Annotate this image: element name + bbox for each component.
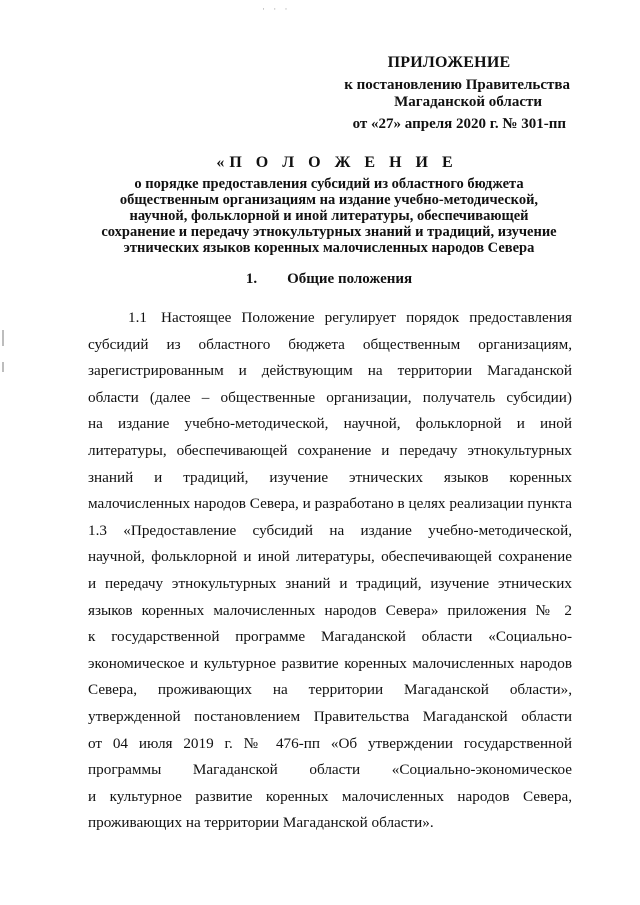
paragraph-line: научной, фольклорной и иной литературы, обеспечивающей сохранение bbox=[88, 548, 572, 566]
paragraph-line: к государственной программе Магаданской области «Социально- bbox=[88, 628, 572, 646]
scan-edge-mark bbox=[2, 362, 4, 372]
approval-date-line: от «27» апреля 2020 г. № 301-пп bbox=[352, 116, 566, 132]
paragraph-line: программы Магаданской области «Социально-экономическое bbox=[88, 761, 572, 779]
paragraph-line: Севера, проживающих на территории Магаданской области», bbox=[88, 681, 572, 699]
approval-line: Магаданской области bbox=[394, 94, 542, 110]
document-title: «П О Л О Ж Е Н И Е bbox=[216, 154, 458, 171]
heading-subtitle-line: этнических языков коренных малочисленных народов Севера bbox=[123, 240, 535, 256]
paragraph-line: зарегистрированным и действующим на территории Магаданской bbox=[88, 362, 572, 380]
paragraph-line: на издание учебно-методической, научной, фольклорной и иной bbox=[88, 415, 572, 433]
paragraph-1-1 bbox=[88, 305, 572, 837]
paragraph-line: проживающих на территории Магаданской области». bbox=[88, 814, 434, 832]
approval-title: ПРИЛОЖЕНИЕ bbox=[387, 54, 511, 71]
heading-subtitle-line: научной, фольклорной и иной литературы, обеспечивающей bbox=[129, 208, 529, 224]
paragraph-line: утвержденной постановлением Правительства Магаданской области bbox=[88, 707, 572, 725]
heading-subtitle-line: о порядке предоставления субсидий из областного бюджета bbox=[134, 176, 524, 192]
paragraph-line: субсидий из областного бюджета общественным организациям, bbox=[88, 335, 572, 353]
paragraph-line: языков коренных малочисленных народов Севера» приложения № 2 bbox=[88, 601, 572, 619]
paragraph-line: 1.1 Настоящее Положение регулирует порядок предоставления bbox=[128, 309, 572, 326]
section-heading bbox=[84, 271, 574, 288]
section-title: Общие положения bbox=[287, 271, 413, 287]
paragraph-number: 1.1 bbox=[128, 309, 147, 326]
approval-block bbox=[270, 54, 570, 133]
paragraph-line: и передачу этнокультурных знаний и традиций, изучение этнических bbox=[88, 574, 572, 592]
scan-artifact: · · · bbox=[262, 4, 291, 14]
paragraph-line: малочисленных народов Севера, и разработано в целях реализации пункта bbox=[88, 495, 572, 513]
document-heading bbox=[84, 154, 574, 256]
section-number: 1. bbox=[245, 271, 258, 287]
heading-subtitle-line: сохранение и передачу этнокультурных знаний и традиций, изучение bbox=[101, 224, 557, 240]
heading-subtitle-line: общественным организациям на издание учебно-методической, bbox=[119, 192, 539, 208]
paragraph-line: от 04 июля 2019 г. № 476-пп «Об утверждении государственной bbox=[88, 734, 572, 752]
approval-line: к постановлению Правительства bbox=[344, 77, 570, 93]
paragraph-line: экономическое и культурное развитие коренных малочисленных народов bbox=[88, 654, 572, 672]
paragraph-line: и культурное развитие коренных малочисленных народов Севера, bbox=[88, 787, 572, 805]
paragraph-line: литературы, обеспечивающей сохранение и передачу этнокультурных bbox=[88, 441, 572, 459]
paragraph-line: области (далее – общественные организации, получатель субсидии) bbox=[88, 388, 572, 406]
paragraph-line: знаний и традиций, изучение этнических языков коренных bbox=[88, 468, 572, 486]
paragraph-line: 1.3 «Предоставление субсидий на издание учебно-методической, bbox=[88, 521, 572, 539]
scan-edge-mark bbox=[2, 330, 4, 346]
